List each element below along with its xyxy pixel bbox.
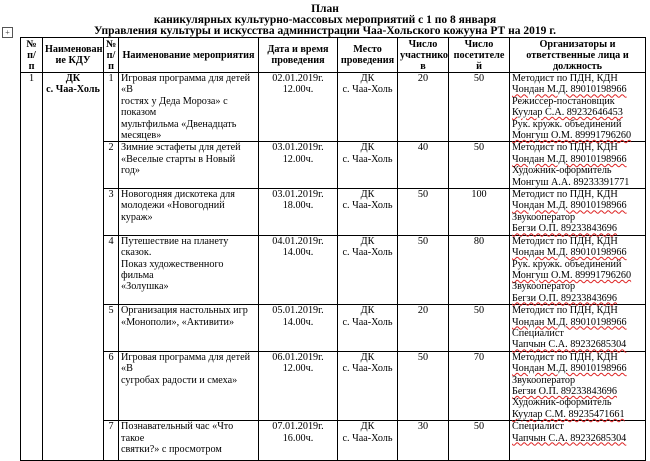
event-datetime: 04.01.2019г. 14.00ч. [259,235,338,304]
organizers-cell: Специалист Чапчын С.А. 89232685304 [510,421,646,461]
event-place: ДК с. Чаа-Холь [338,305,398,352]
visitors-count: 50 [449,73,510,142]
header-kdu: Наименован ие КДУ [43,38,104,73]
participants-count: 50 [398,189,449,236]
table-move-handle-icon[interactable]: + [2,27,13,38]
document-subtitle: каникулярных культурно-массовых мероприятий с 1 по 8 января [153,14,497,26]
table-header-row [21,38,646,73]
table-row [21,235,646,304]
header-datetime: Дата и время проведения [259,38,338,73]
organizers-cell: Методист по ПДН, КДН Чондан М.Д. 89010198966 Звукооператор Бегзи О.П. 89233843696 Художник-оформитель Куулар С.М. 89235471661 [510,351,646,420]
table-row [21,189,646,236]
row-num: 7 [104,421,119,461]
events-table [20,37,646,461]
participants-count: 30 [398,421,449,461]
visitors-count: 70 [449,351,510,420]
document-title: План [311,3,339,15]
event-place: ДК с. Чаа-Холь [338,142,398,189]
event-name: Игровая программа для детей «В сугробах радости и смеха» [119,351,259,420]
participants-count: 20 [398,305,449,352]
event-place: ДК с. Чаа-Холь [338,189,398,236]
event-place: ДК с. Чаа-Холь [338,73,398,142]
row-num: 1 [104,73,119,142]
participants-count: 50 [398,351,449,420]
row-num: 2 [104,142,119,189]
event-name: Организация настольных игр «Монополи», «Активити» [119,305,259,352]
event-name: Игровая программа для детей «В гостях у Деда Мороза» с показом мультфильма «Двенадцать месяцев» [119,73,259,142]
header-visitors: Число посетителе й [449,38,510,73]
event-datetime: 02.01.2019г. 12.00ч. [259,73,338,142]
document-org-line: Управления культуры и искусства администрации Чаа-Хольского кожууна РТ на 2019 г. [93,25,556,37]
organizers-cell: Методист по ПДН, КДН Чондан М.Д. 89010198966 Звукооператор Бегзи О.П. 89233843696 [510,189,646,236]
header-place: Место проведения [338,38,398,73]
row-num: 3 [104,189,119,236]
event-datetime: 07.01.2019г. 16.00ч. [259,421,338,461]
event-name: Зимние эстафеты для детей «Веселые старты в Новый год» [119,142,259,189]
row-num: 6 [104,351,119,420]
event-datetime: 05.01.2019г. 14.00ч. [259,305,338,352]
organizers-cell: Методист по ПДН, КДН Чондан М.Д. 89010198966 Специалист Чапчын С.А. 89232685304 [510,305,646,352]
visitors-count: 50 [449,142,510,189]
event-name: Путешествие на планету сказок. Показ художественного фильма «Золушка» [119,235,259,304]
table-row [21,73,646,142]
organizers-cell: Методист по ПДН, КДН Чондан М.Д. 89010198966 Художник-оформитель Монгуш А.А. 89233391771 [510,142,646,189]
event-place: ДК с. Чаа-Холь [338,351,398,420]
visitors-count: 50 [449,305,510,352]
header-participants: Число участнико в [398,38,449,73]
table-row [21,421,646,461]
table-row [21,351,646,420]
event-name: Новогодняя дискотека для молодежи «Новогодний кураж» [119,189,259,236]
event-datetime: 03.01.2019г. 12.00ч. [259,142,338,189]
event-place: ДК с. Чаа-Холь [338,235,398,304]
event-place: ДК с. Чаа-Холь [338,421,398,461]
row-num: 4 [104,235,119,304]
visitors-count: 80 [449,235,510,304]
event-datetime: 03.01.2019г. 18.00ч. [259,189,338,236]
participants-count: 20 [398,73,449,142]
kdu-name-cell: ДК с. Чаа-Холь [43,73,104,461]
header-event: Наименование мероприятия [119,38,259,73]
event-datetime: 06.01.2019г. 12.00ч. [259,351,338,420]
header-organizers: Организаторы и ответственные лица и должность [510,38,646,73]
visitors-count: 100 [449,189,510,236]
organizers-cell: Методист по ПДН, КДН Чондан М.Д. 89010198966 Режиссер-постановщик Куулар С.А. 89232646453 Рук. кружк. объединений Монгуш О.М. 89991796260 [510,73,646,142]
event-name: Познавательный час «Что такое святки?» с просмотром [119,421,259,461]
participants-count: 50 [398,235,449,304]
organizers-cell: Методист по ПДН, КДН Чондан М.Д. 89010198966 Рук. кружк. объединений Монгуш О.М. 89991796260 Звукооператор Бегзи О.П. 89233843696 [510,235,646,304]
table-row [21,305,646,352]
header-num: № п/ п [21,38,43,73]
kdu-num-cell: 1 [21,73,43,461]
visitors-count: 50 [449,421,510,461]
row-num: 5 [104,305,119,352]
participants-count: 40 [398,142,449,189]
header-num2: № п/ п [104,38,119,73]
table-row [21,142,646,189]
